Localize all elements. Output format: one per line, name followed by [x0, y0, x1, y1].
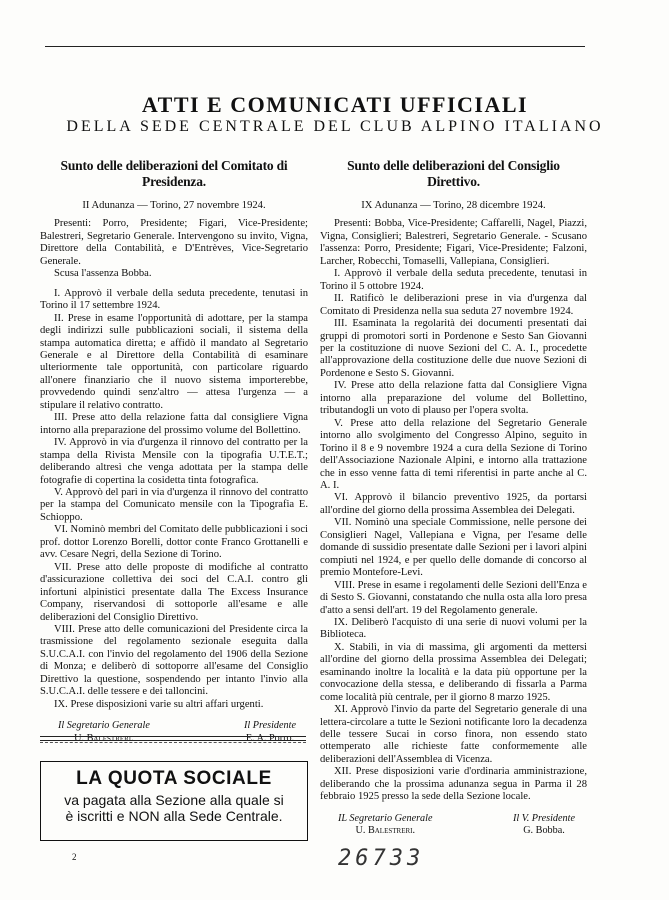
- right-heading: Sunto delle deliberazioni del Consiglio Direttivo.: [347, 158, 560, 189]
- left-adunanza: II Adunanza — Torino, 27 novembre 1924.: [82, 200, 266, 211]
- double-rule-separator: [40, 736, 306, 741]
- page-number: 2: [72, 852, 77, 862]
- right-item: XI. Approvò l'invio da parte del Segretario generale di una lettera-circolare a tutte le Sezioni notificante loro la decadenza delle tessere Sucai in corso finora, non essendo stato ottemperato alle richieste fatte conformemente alle deliberazioni dell'Assemblea di Vicenza.: [320, 704, 587, 765]
- signature-name: U. Balestreri.: [355, 825, 416, 837]
- right-adunanza: IX Adunanza — Torino, 28 dicembre 1924.: [361, 200, 546, 211]
- left-item: VII. Prese atto delle proposte di modifiche al contratto d'assicurazione collettiva dei soci del C.A.I. contro gli infortuni alpinistici presentate dalla The Excess Insurance Company, riservandosi di sottoporle all'esame e alle deliberazioni del Consiglio Direttivo.: [40, 561, 308, 623]
- right-item: XII. Prese disposizioni varie d'ordinaria amministrazione, deliberando che la prossima adunanza segua in Parma il 28 febbraio 1925 presso la sede della Sezione locale.: [320, 766, 587, 803]
- left-item: II. Prese in esame l'opportunità di adottare, per la stampa degli indirizzi sulle pubblicazioni sociali, il sistema della stampa automatica diretta; e affidò il mandato al Segretario Generale e al Direttore della Contabilità di esaminare ulteriormente tale opportunità, con particolare riguardo all'onere finanziario che il nuovo sistema importerebbe, provvedendo quindi senz'altro — attesa l'urgenza — a stipulare il relativo contratto.: [40, 312, 308, 411]
- notice-title: LA QUOTA SOCIALE: [76, 768, 272, 789]
- notice-line: va pagata alla Sezione alla quale si: [64, 792, 284, 808]
- right-item: VII. Nominò una speciale Commissione, nelle persone dei Consiglieri Nagel, Vallepiana e Vigna, per l'esame delle domande di sussidio presentate dalle Sezioni per i lavori alpini compiuti nel 1924, e per quello delle domande di concorso al premio Montefore-Levi.: [320, 517, 587, 579]
- left-item: VI. Nominò membri del Comitato delle pubblicazioni i soci prof. dottor Lorenzo Borelli, dottor conte Franco Grottanelli e avv. Cesare Negri, della Sezione di Torino.: [40, 524, 308, 561]
- left-column: [40, 158, 308, 745]
- signature-role: IL Segretario Generale: [338, 812, 433, 824]
- signature-name: U. Balestreri.: [74, 732, 134, 744]
- left-item: I. Approvò il verbale della seduta precedente, tenutasi in Torino il 17 settembre 1924.: [40, 287, 308, 312]
- left-item: VIII. Prese atto delle comunicazioni del Presidente circa la trasmissione del regolamento sezionale eseguita dalla S.U.C.A.I. con l'invio del regolamento del 1906 della Sezione di Monza; e deliberò di sottoporre all'esame del Consiglio Direttivo la questione, sospendendo per intanto l'invio alla S.U.C.A.I. delle tessere e dei talloncini.: [40, 623, 308, 698]
- notice-box: [40, 761, 308, 841]
- signature-name: G. Bobba.: [523, 825, 565, 837]
- right-item: V. Prese atto della relazione del Segretario Generale intorno allo svolgimento del Congresso Alpino, seguito in Torino il 8 e 9 novembre 1924 a cura della Sezione di Torino dell'Associazione Nazionale Alpini, e intorno alla trattazione che in esso venne fatta di temi riferentisi in parte anche al C. A. I.: [320, 417, 587, 491]
- signature-role: Il Presidente: [244, 720, 296, 732]
- signature-name: E. A. Porro.: [245, 732, 295, 744]
- right-item: I. Approvò il verbale della seduta precedente, tenutasi in Torino il 5 ottobre 1924.: [320, 268, 587, 292]
- left-item: IX. Prese disposizioni varie su altri affari urgenti.: [54, 698, 264, 710]
- notice-line: è iscritti e NON alla Sede Centrale.: [65, 808, 283, 824]
- left-item: IV. Approvò in via d'urgenza il rinnovo del contratto per la stampa della Rivista Mensile con la tipografia U.T.E.T.; deliberando altresì che venga adottata per la stampa delle fotografie di copertina la cosidetta tinta fotografica.: [40, 437, 308, 486]
- right-signature-secretary: [338, 813, 433, 838]
- signature-role: Il Segretario Generale: [58, 720, 150, 732]
- right-item: VI. Approvò il bilancio preventivo 1925, da portarsi all'ordine del giorno della prossima Assemblea dei Delegati.: [320, 492, 587, 516]
- left-heading: Sunto delle deliberazioni del Comitato di Presidenza.: [60, 158, 288, 189]
- signature-role: Il V. Presidente: [513, 812, 575, 824]
- right-item: II. Ratificò le deliberazioni prese in via d'urgenza dal Comitato di Presidenza nella sua seduta 27 novembre 1924.: [320, 293, 587, 317]
- left-item: III. Prese atto della relazione fatta dal consigliere Vigna intorno alla preparazione del prossimo volume del Bollettino.: [40, 412, 308, 436]
- right-presenti: Presenti: Bobba, Vice-Presidente; Caffarelli, Nagel, Piazzi, Vigna, Consiglieri; Balestreri, Segretario Generale. - Scusano l'assenza: Porro, Presidente; Figari, Vice-Presidente; Falzoni, Larcher, Robecchi, Tomaselli, Vallepiana, Consiglieri.: [320, 218, 587, 267]
- top-rule: [45, 46, 585, 47]
- left-presenti: Presenti: Porro, Presidente; Figari, Vice-Presidente; Balestreri, Segretario Generale. Intervengono su invito, Vigna, Direttore della Contabilità, e D'Entrèves, Vice-Segretario Generale.: [40, 218, 308, 267]
- right-item: III. Esaminata la regolarità dei documenti presentati dai gruppi di promotori sorti in Pordenone e Sesto San Giovanni per la costituzione di nuove Sezioni del C. A. I., procedette all'approvazione della costituzione delle due nuove Sezioni di Pordenone e Sesto S. Giovanni.: [320, 318, 587, 379]
- dashed-rule-separator: [40, 742, 306, 743]
- right-item: X. Stabilì, in via di massima, gli argomenti da mettersi all'ordine del giorno della prossima Assemblea dei Delegati; esaminando inoltre la località e la data più opportune per la convocazione della stessa, e deliberando di fissarla a Parma come località più centrale, per il giorno 8 marzo 1925.: [320, 641, 587, 703]
- right-signatures: [320, 813, 587, 838]
- page-subtitle: DELLA SEDE CENTRALE DEL CLUB ALPINO ITALIANO: [66, 118, 604, 135]
- page-title: ATTI E COMUNICATI UFFICIALI: [141, 92, 529, 117]
- right-signature-vicepresident: [513, 813, 575, 838]
- right-item: IX. Deliberò l'acquisto di una serie di nuovi volumi per la Biblioteca.: [320, 616, 587, 641]
- inventory-stamp: 26733: [338, 846, 425, 871]
- right-column: [320, 158, 587, 838]
- right-item: IV. Prese atto della relazione fatta dal Consigliere Vigna intorno alla preparazione del volume del Bollettino, tributandogli un voto di plauso per l'opera svolta.: [320, 380, 587, 417]
- right-item: VIII. Prese in esame i regolamenti delle Sezioni dell'Enza e di Sesto S. Giovanni, constatando che nulla osta alla loro presa d'atto a sensi dell'art. 19 del Regolamento generale.: [320, 579, 587, 616]
- left-item: V. Approvò del pari in via d'urgenza il rinnovo del contratto per la stampa del Comunicato mensile con la Tipografia E. Schioppo.: [40, 486, 308, 523]
- left-scusa: Scusa l'assenza Bobba.: [54, 268, 152, 280]
